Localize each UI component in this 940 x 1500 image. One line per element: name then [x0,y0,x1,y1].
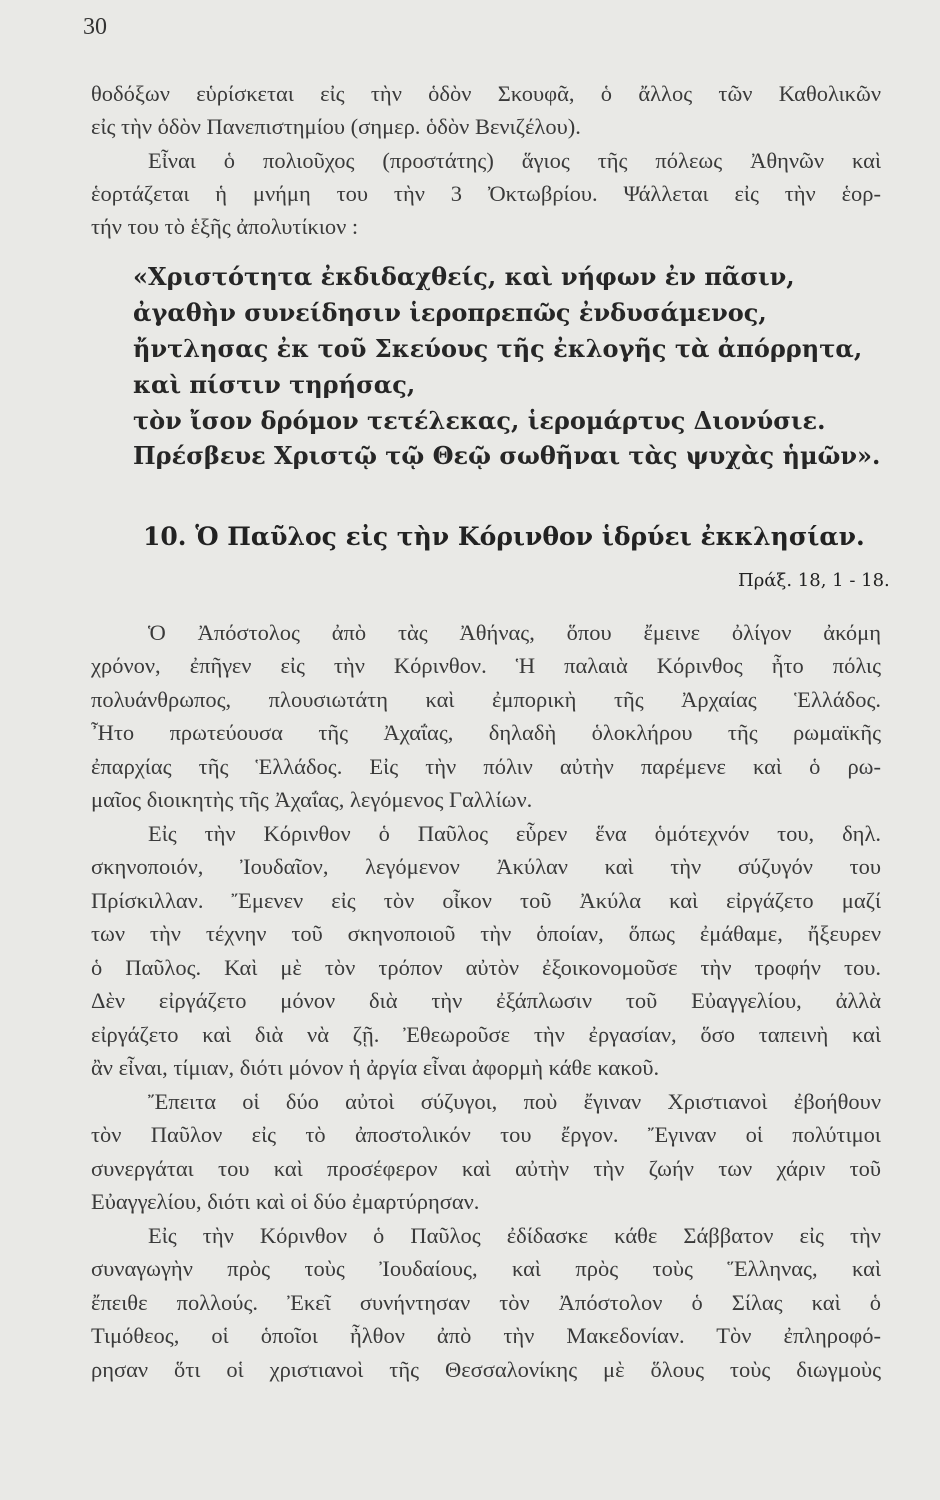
body-line-16: τὸν Παῦλον εἰς τὸ ἀποστολικόν του ἔργον. Ἔγιναν οἱ πολύτιμοι [91,1122,881,1147]
body-line-23: ρησαν ὅτι οἱ χριστιανοὶ τῆς Θεσσαλονίκης μὲ ὅλους τοὺς διωγμοὺς [91,1357,881,1382]
body-line-7: Εἰς τὴν Κόρινθον ὁ Παῦλος εὗρεν ἕνα ὁμότεχνόν του, δηλ. [148,821,881,846]
body-line-20: συναγωγὴν πρὸς τοὺς Ἰουδαίους, καὶ πρὸς τοὺς Ἕλληνας, καὶ [91,1256,881,1281]
body-line-4: Ἦτο πρωτεύουσα τῆς Ἀχαΐας, δηλαδὴ ὁλοκλήρου τῆς ρωμαϊκῆς [91,720,881,745]
body-line-3: πολυάνθρωπος, πλουσιωτάτη καὶ ἐμπορικὴ τῆς Ἀρχαίας Ἑλλάδος. [91,687,881,712]
hymn-line-1: «Χριστότητα ἐκδιδαχθείς, καὶ νήφων ἐν πᾶσιν, [133,262,795,291]
body-line-6: μαῖος διοικητὴς τῆς Ἀχαΐας, λεγόμενος Γαλλίων. [91,787,533,812]
body-line-11: ὁ Παῦλος. Καὶ μὲ τὸν τρόπον αὐτὸν ἐξοικονομοῦσε τὴν τροφήν του. [91,955,881,980]
intro-line-3: Εἶναι ὁ πολιοῦχος (προστάτης) ἅγιος τῆς πόλεως Ἀθηνῶν καὶ [148,148,881,173]
intro-line-4: ἑορτάζεται ἡ μνήμη του τὴν 3 Ὀκτωβρίου. Ψάλλεται εἰς τὴν ἑορ- [91,181,881,206]
body-line-13: εἰργάζετο καὶ διὰ νὰ ζῇ. Ἐθεωροῦσε τὴν ἐργασίαν, ὅσο ταπεινὴ καὶ [91,1022,881,1047]
intro-line-2: εἰς τὴν ὁδὸν Πανεπιστημίου (σημερ. ὁδὸν Βενιζέλου). [91,114,581,139]
body-line-1: Ὁ Ἀπόστολος ἀπὸ τὰς Ἀθήνας, ὅπου ἔμεινε ὀλίγον ἀκόμη [148,620,881,645]
body-line-22: Τιμόθεος, οἱ ὁποῖοι ἦλθον ἀπὸ τὴν Μακεδονίαν. Τὸν ἐπληροφό- [91,1323,881,1348]
body-line-19: Εἰς τὴν Κόρινθον ὁ Παῦλος ἐδίδασκε κάθε Σάββατον εἰς τὴν [148,1223,881,1248]
body-line-10: των τὴν τέχνην τοῦ σκηνοποιοῦ τὴν ὁποίαν, ὅπως ἐμάθαμε, ἤξευρεν [91,921,881,946]
body-line-15: Ἔπειτα οἱ δύο αὐτοὶ σύζυγοι, ποὺ ἔγιναν Χριστιανοὶ ἐβοήθουν [148,1089,881,1114]
intro-line-1: θοδόξων εὑρίσκεται εἰς τὴν ὁδὸν Σκουφᾶ, ὁ ἄλλος τῶν Καθολικῶν [91,81,881,106]
section-heading: 10. Ὁ Παῦλος εἰς τὴν Κόρινθον ἱδρύει ἐκκλησίαν. [143,522,865,551]
hymn-line-5: τὸν ἴσον δρόμον τετέλεκας, ἱερομάρτυς Διονύσιε. [133,406,826,435]
body-line-21: ἔπειθε πολλούς. Ἐκεῖ συνήντησαν τὸν Ἀπόστολον ὁ Σίλας καὶ ὁ [91,1290,881,1315]
body-line-2: χρόνον, ἐπῆγεν εἰς τὴν Κόρινθον. Ἡ παλαιὰ Κόρινθος ἦτο πόλις [91,653,881,678]
body-line-14: ἂν εἶναι, τίμιαν, διότι μόνον ἡ ἀργία εἶναι ἀφορμὴ κάθε κακοῦ. [91,1055,660,1080]
hymn-line-4: καὶ πίστιν τηρήσας, [133,370,416,399]
body-line-12: Δὲν εἰργάζετο μόνον διὰ τὴν ἐξάπλωσιν τοῦ Εὐαγγελίου, ἀλλὰ [91,988,881,1013]
hymn-line-3: ἤντλησας ἐκ τοῦ Σκεύους τῆς ἐκλογῆς τὰ ἀπόρρητα, [133,334,863,363]
body-line-17: συνεργάται του καὶ προσέφερον καὶ αὐτὴν τὴν ζωήν των χάριν τοῦ [91,1156,881,1181]
page-number: 30 [83,14,107,40]
body-line-5: ἐπαρχίας τῆς Ἑλλάδος. Εἰς τὴν πόλιν αὐτὴν παρέμενε καὶ ὁ ρω- [91,754,881,779]
body-line-18: Εὐαγγελίου, διότι καὶ οἱ δύο ἐμαρτύρησαν. [91,1189,480,1214]
scripture-reference: Πράξ. 18, 1 - 18. [738,570,890,591]
body-line-8: σκηνοποιόν, Ἰουδαῖον, λεγόμενον Ἀκύλαν καὶ τὴν σύζυγόν του [91,854,881,879]
hymn-line-6: Πρέσβευε Χριστῷ τῷ Θεῷ σωθῆναι τὰς ψυχὰς ἡμῶν». [133,441,881,470]
body-line-9: Πρίσκιλλαν. Ἔμενεν εἰς τὸν οἶκον τοῦ Ἀκύλα καὶ εἰργάζετο μαζί [91,888,881,913]
intro-line-5: τήν του τὸ ἑξῆς ἀπολυτίκιον : [91,214,359,239]
hymn-line-2: ἀγαθὴν συνείδησιν ἱεροπρεπῶς ἐνδυσάμενος, [133,298,767,327]
